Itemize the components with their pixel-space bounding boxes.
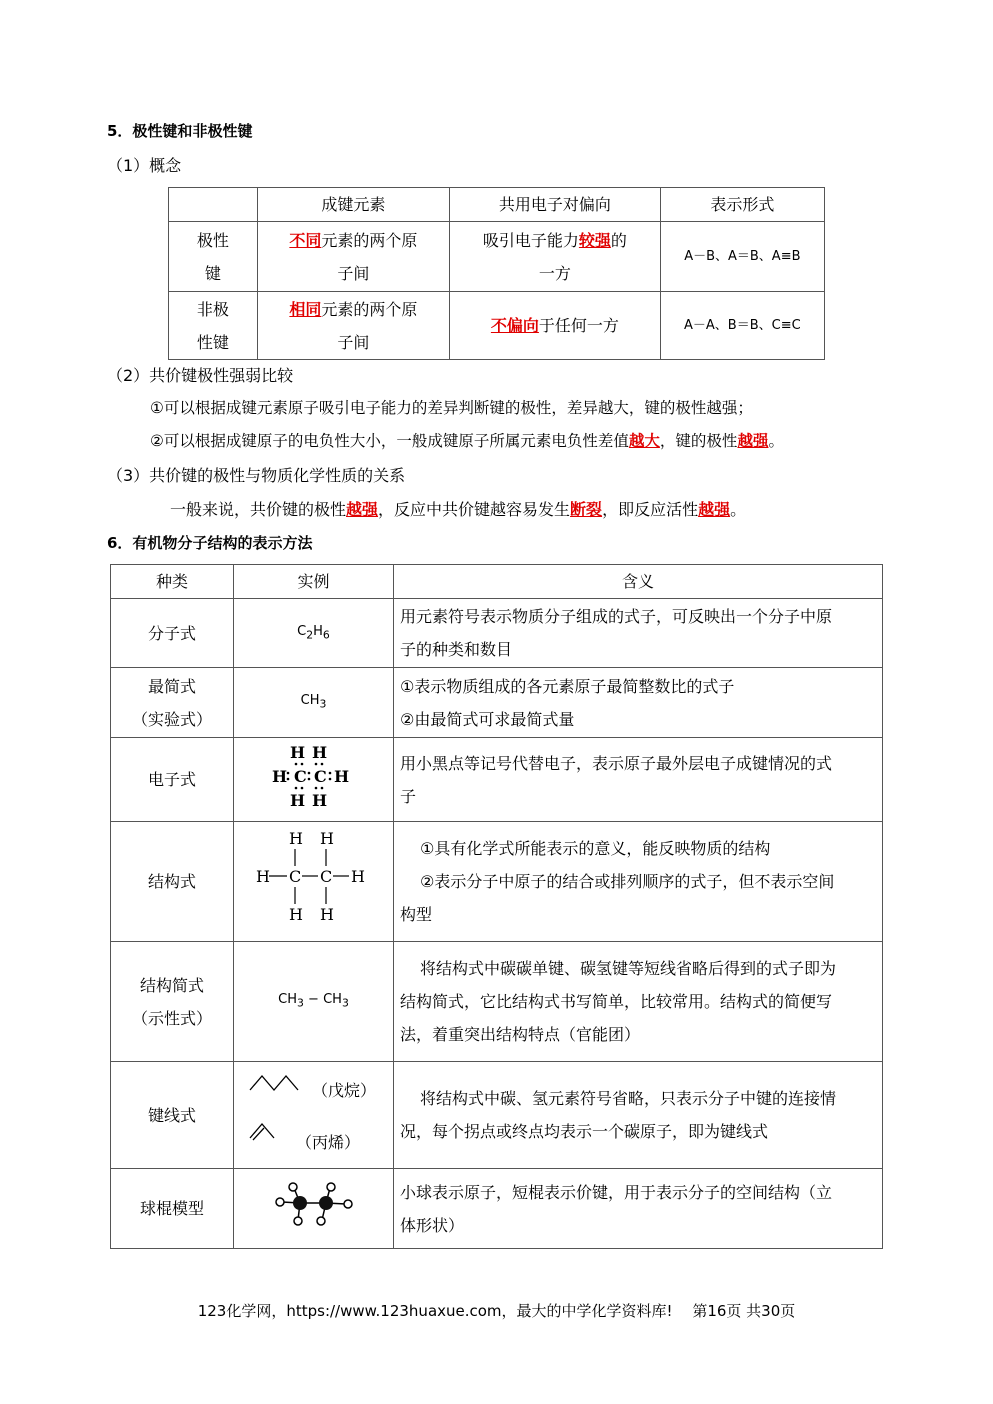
kind-skeletal: 键线式 xyxy=(111,1062,234,1169)
kind-structural: 结构式 xyxy=(111,822,234,942)
kind-empirical: 最简式 （实验式） xyxy=(111,668,234,738)
section5-item1: ①可以根据成键元素原子吸引电子能力的差异判断键的极性，差异越大，键的极性越强； xyxy=(150,399,753,417)
svg-text:H: H xyxy=(311,791,327,810)
th-blank xyxy=(169,188,258,222)
pentane-skeletal-icon xyxy=(248,1070,308,1094)
section5-sub2: （2）共价键极性强弱比较 xyxy=(107,366,294,385)
th-bias: 共用电子对偏向 xyxy=(450,188,661,222)
svg-text:C: C xyxy=(319,867,332,886)
page-footer: 123化学网，https://www.123huaxue.com，最大的中学化学资料库! 第16页 共30页 xyxy=(197,1302,796,1320)
example-structural xyxy=(234,822,394,942)
ball-stick-model-icon xyxy=(264,1178,364,1228)
svg-text:H: H xyxy=(311,743,327,762)
th-form: 表示形式 xyxy=(660,188,824,222)
propene-skeletal-icon xyxy=(248,1118,284,1142)
th-element: 成键元素 xyxy=(257,188,449,222)
meaning-structural: ①具有化学式所能表示的意义，能反映物质的结构 ②表示分子中原子的结合或排列顺序的式子，但不表示空间 构型 xyxy=(394,822,883,942)
section5-title: 5．极性键和非极性键 xyxy=(107,122,253,140)
example-empirical: $CH_3$ xyxy=(234,668,394,738)
row-polar-name: 极性 键 xyxy=(169,222,258,292)
meaning-skeletal: 将结构式中碳、氢元素符号省略，只表示分子中键的连接情 况，每个拐点或终点均表示一个碳原子，即为键线式 xyxy=(394,1062,883,1169)
example-ballstick xyxy=(234,1169,394,1249)
kind-electron: 电子式 xyxy=(111,738,234,822)
kind-condensed: 结构简式 （示性式） xyxy=(111,942,234,1062)
row-nonpolar-form: A－A、B＝B、C≡C xyxy=(660,292,824,360)
svg-text:H: H xyxy=(319,829,334,848)
example-skeletal xyxy=(234,1062,394,1169)
svg-text:H: H xyxy=(333,767,349,786)
svg-text:C: C xyxy=(288,867,301,886)
svg-text:H: H xyxy=(255,867,270,886)
kind-ballstick: 球棍模型 xyxy=(111,1169,234,1249)
th-meaning: 含义 xyxy=(394,565,883,599)
example-molecular: $C_2H_6$ xyxy=(234,599,394,668)
meaning-ballstick: 小球表示原子，短棍表示价键，用于表示分子的空间结构（立 体形状） xyxy=(394,1169,883,1249)
svg-text:H: H xyxy=(350,867,365,886)
meaning-condensed: 将结构式中碳碳单键、碳氢键等短线省略后得到的式子即为 结构简式，它比结构式书写简单，比较常用。结构式的简便写 法，着重突出结构特点（官能团） xyxy=(394,942,883,1062)
propene-label: （丙烯） xyxy=(296,1133,361,1152)
meaning-empirical: ①表示物质组成的各元素原子最简整数比的式子 ②由最简式可求最简式量 xyxy=(394,668,883,738)
row-polar-element: 不同元素的两个原 子间 xyxy=(257,222,449,292)
svg-text:C: C xyxy=(313,767,327,786)
example-condensed: $CH_3 - CH_3$ xyxy=(234,942,394,1062)
section6-title: 6．有机物分子结构的表示方法 xyxy=(107,534,313,552)
svg-text:H: H xyxy=(319,905,334,924)
section5-sub3: （3）共价键的极性与物质化学性质的关系 xyxy=(107,466,406,485)
structure-table xyxy=(110,564,883,1249)
example-electron xyxy=(234,738,394,822)
section5-item2: ②可以根据成键原子的电负性大小，一般成键原子所属元素电负性差值越大，键的极性越强。 xyxy=(150,432,784,450)
svg-text:H: H xyxy=(271,767,287,786)
section5-item3: 一般来说，共价键的极性越强，反应中共价键越容易发生断裂，即反应活性越强。 xyxy=(170,500,747,519)
pentane-label: （戊烷） xyxy=(312,1081,377,1100)
th-example: 实例 xyxy=(234,565,394,599)
svg-text:C: C xyxy=(293,767,307,786)
section5-sub1: （1）概念 xyxy=(107,156,182,175)
row-nonpolar-name: 非极 性键 xyxy=(169,292,258,360)
polarity-table xyxy=(168,187,825,360)
structural-formula-diagram xyxy=(254,828,374,924)
electron-formula-diagram xyxy=(264,738,364,810)
row-nonpolar-bias: 不偏向于任何一方 xyxy=(450,292,661,360)
row-polar-bias: 吸引电子能力较强的 一方 xyxy=(450,222,661,292)
svg-text:H: H xyxy=(288,829,303,848)
kind-molecular: 分子式 xyxy=(111,599,234,668)
row-polar-form: A－B、A＝B、A≡B xyxy=(660,222,824,292)
svg-text:H: H xyxy=(289,791,305,810)
svg-text:H: H xyxy=(289,743,305,762)
meaning-molecular: 用元素符号表示物质分子组成的式子，可反映出一个分子中原 子的种类和数目 xyxy=(394,599,883,668)
row-nonpolar-element: 相同元素的两个原 子间 xyxy=(257,292,449,360)
meaning-electron: 用小黑点等记号代替电子，表示原子最外层电子成键情况的式 子 xyxy=(394,738,883,822)
svg-text:H: H xyxy=(288,905,303,924)
th-kind: 种类 xyxy=(111,565,234,599)
